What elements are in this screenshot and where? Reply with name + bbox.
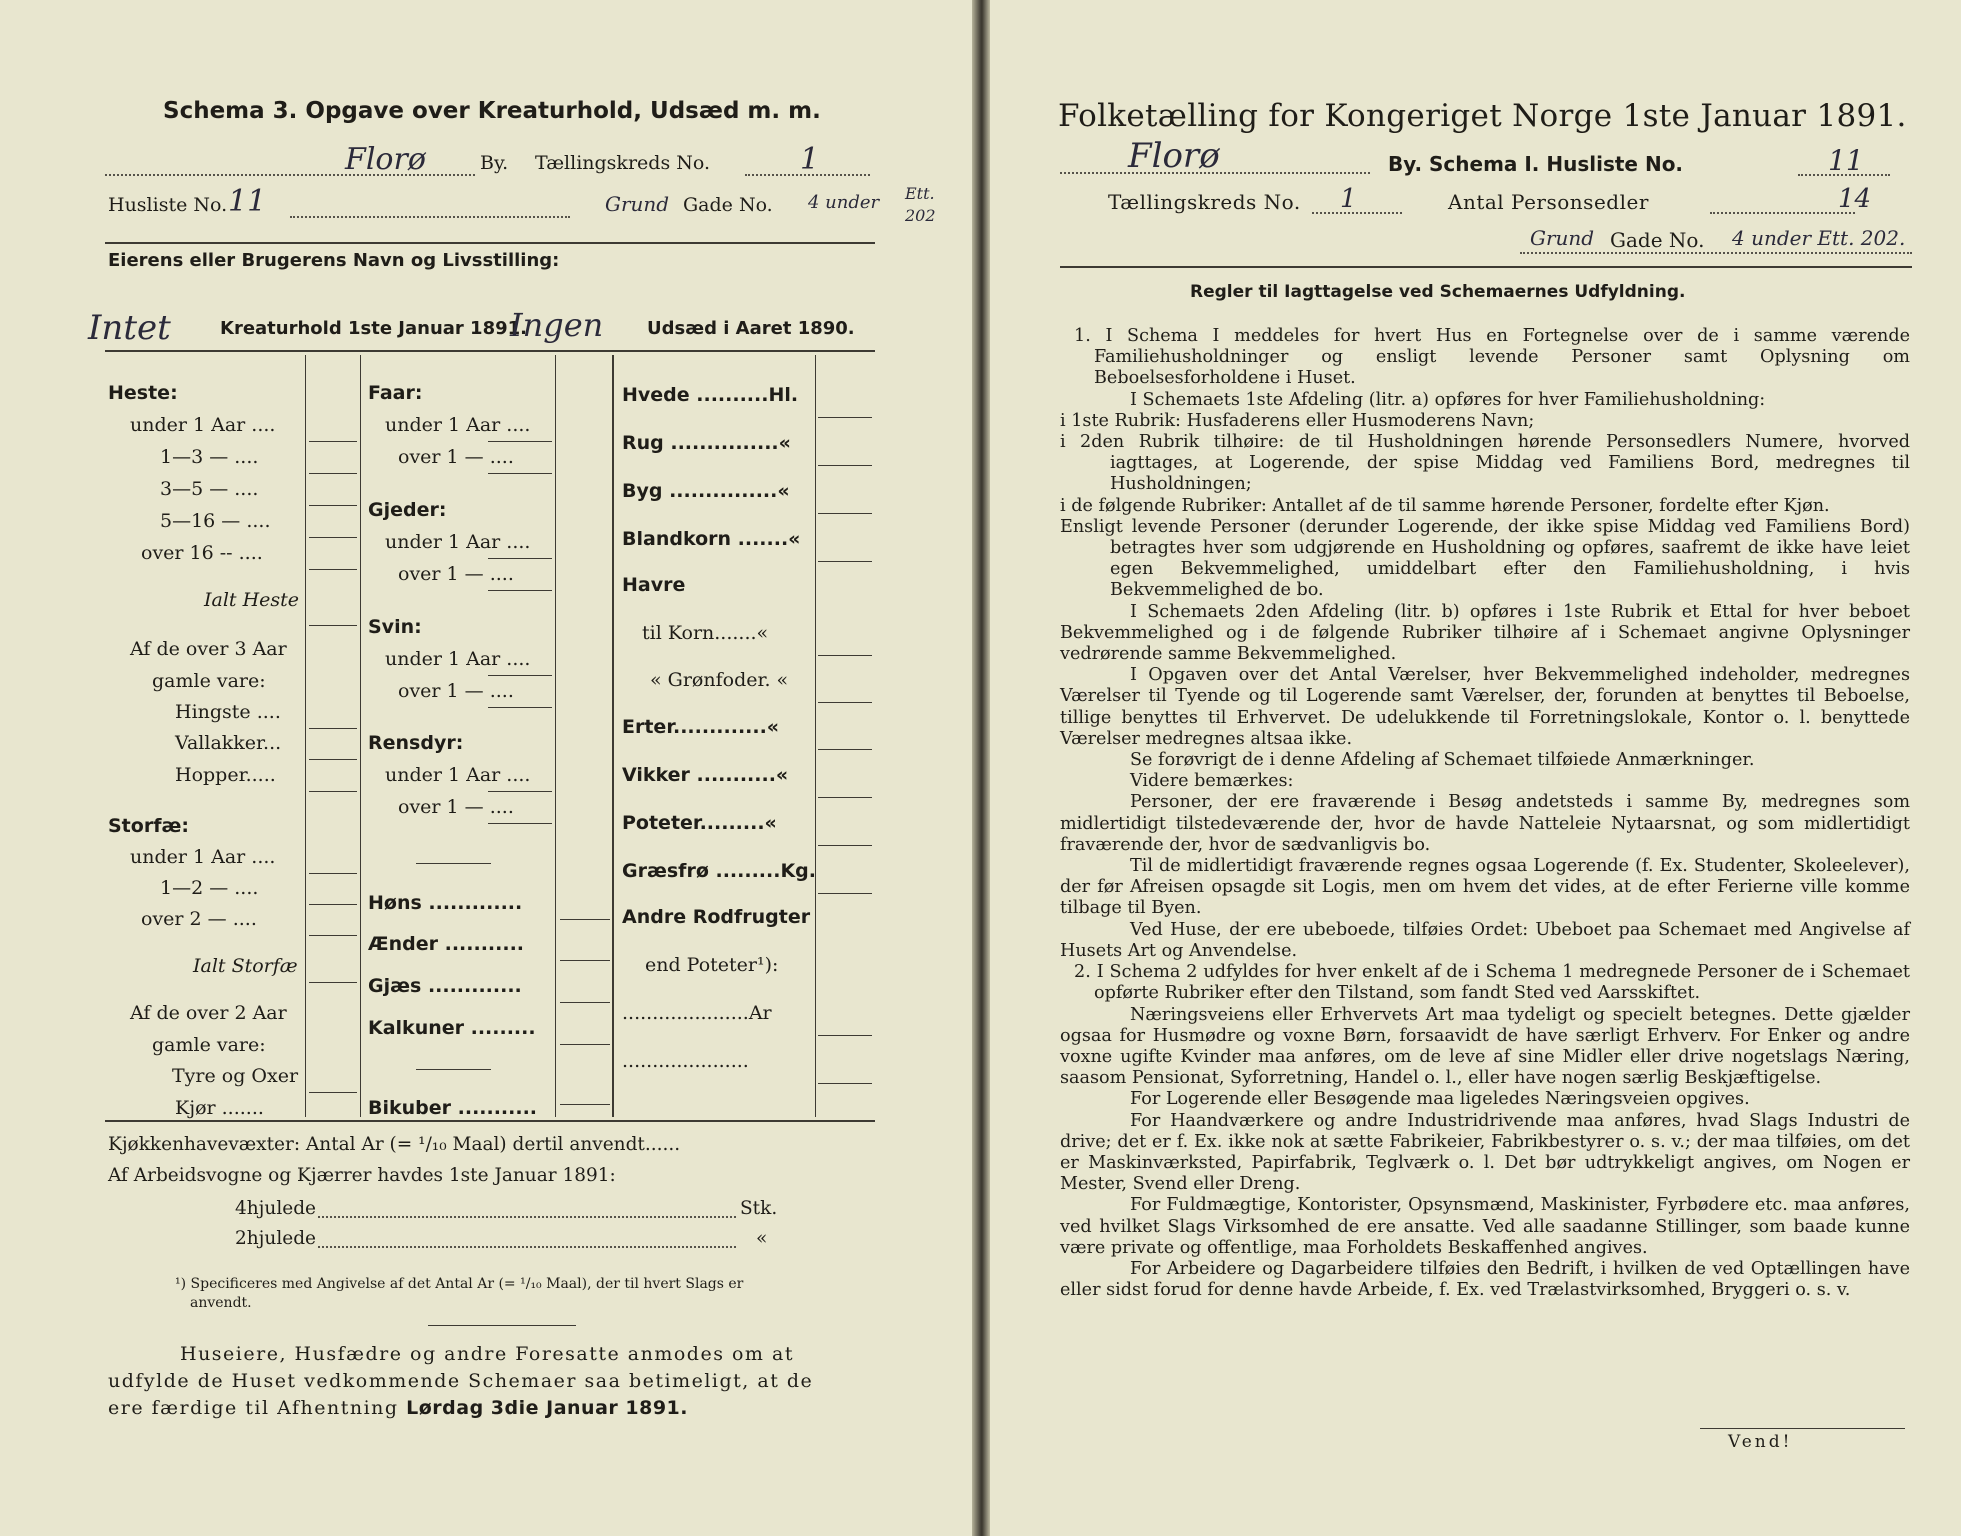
rule-p3: i 1ste Rubrik: Husfaderens eller Husmoderens Navn; bbox=[1060, 410, 1535, 431]
closing-line-1: Huseiere, Husfædre og andre Foresatte anmodes om at bbox=[180, 1343, 794, 1365]
vend-label: Vend! bbox=[1728, 1432, 1793, 1452]
col1-divider bbox=[305, 355, 306, 1117]
kjor: Kjør ....... bbox=[175, 1097, 264, 1119]
hopper: Hopper..... bbox=[175, 764, 276, 786]
hons: Høns ............. bbox=[368, 892, 523, 914]
kalkuner: Kalkuner ......... bbox=[368, 1017, 536, 1039]
owner-label: Eierens eller Brugerens Navn og Livsstilling: bbox=[108, 250, 560, 271]
gade-extra1-handwritten: Ett. bbox=[905, 184, 935, 203]
tohjulede-unit: « bbox=[756, 1228, 768, 1249]
husliste-handwritten: 11 bbox=[228, 184, 267, 219]
af-over3-a: Af de over 3 Aar bbox=[130, 638, 287, 660]
husliste-handwritten: 11 bbox=[1828, 144, 1864, 177]
ialt-storfae: Ialt Storfæ bbox=[193, 955, 298, 977]
town-handwritten: Florø bbox=[345, 142, 426, 177]
poteter: Poteter.........« bbox=[622, 812, 777, 834]
value-line bbox=[488, 823, 552, 824]
heste-row: under 1 Aar .... bbox=[130, 414, 276, 436]
af-over3-b: gamle vare: bbox=[152, 670, 266, 692]
value-line bbox=[488, 707, 552, 708]
value-line bbox=[818, 749, 872, 750]
husliste-label: Husliste No. bbox=[108, 194, 228, 216]
rule-p7: I Schemaets 2den Afdeling (litr. b) opføres i 1ste Rubrik et Ettal for hver beboet Bekvemmelighed og i de følgende Rubriker tilhøire af i Schemaet angivne Oplysninger vedrørende samme Bekvemmelighed. bbox=[1060, 601, 1910, 665]
intet-handwritten: Intet bbox=[88, 308, 171, 348]
value-line bbox=[818, 655, 872, 656]
value-line bbox=[309, 728, 357, 729]
by-label: By. bbox=[480, 152, 509, 174]
gade-street-handwritten: Grund bbox=[1530, 226, 1595, 250]
col1-col2-divider bbox=[360, 355, 361, 1117]
aender: Ænder ........... bbox=[368, 933, 525, 955]
col2-divider bbox=[555, 355, 556, 1117]
gade-label: Gade No. bbox=[683, 194, 773, 216]
rensdyr-row: over 1 — .... bbox=[398, 796, 514, 818]
value-line bbox=[560, 1104, 610, 1105]
value-line bbox=[818, 513, 872, 514]
kreaturhold-heading: Kreaturhold 1ste Januar 1891. bbox=[220, 318, 527, 339]
kreds-dotline bbox=[1312, 212, 1402, 214]
value-line bbox=[309, 441, 357, 442]
svin-row: over 1 — .... bbox=[398, 680, 514, 702]
footnote-a: ¹) Specificeres med Angivelse af det Antal Ar (= ¹/₁₀ Maal), der til hvert Slags er bbox=[175, 1276, 744, 1292]
left-page bbox=[0, 0, 972, 1536]
svin-heading: Svin: bbox=[368, 616, 422, 638]
by-schema-label: By. Schema I. Husliste No. bbox=[1388, 152, 1684, 176]
rule-p4: i 2den Rubrik tilhøire: de til Husholdningen hørende Personsedlers Numere, hvorved iagttages, at Logerende, der spise Middag ved Familiens Bord, medregnes til Husholdningen; bbox=[1060, 432, 1910, 495]
husliste-dotline bbox=[1798, 174, 1890, 176]
value-line bbox=[488, 590, 552, 591]
rule-p14: 2. I Schema 2 udfyldes for hver enkelt af de i Schema 1 medregnede Personer de i Schemaet opførte Rubriker efter den Tilstand, som fandt Sted ved Aarsskiftet. bbox=[1074, 962, 1910, 1004]
dot-row: ..................... bbox=[622, 1050, 749, 1072]
value-line bbox=[560, 919, 610, 920]
rule-p8: I Opgaven over det Antal Værelser, hver Bekvemmelighed indeholder, medregnes Værelser til Tyende og til Logerende samt Værelser, der, forunden at benyttes til Beboelse, tillige benyttes til Erhvervet. De udelukkende til Forretningslokale, Kontor o. l. benyttede Værelser medregnes altsaa ikke. bbox=[1060, 665, 1910, 749]
value-line bbox=[488, 473, 552, 474]
value-line bbox=[309, 569, 357, 570]
value-line bbox=[818, 797, 872, 798]
value-line bbox=[309, 904, 357, 905]
kreds-handwritten: 1 bbox=[1340, 184, 1357, 214]
gjeder-heading: Gjeder: bbox=[368, 499, 447, 521]
value-line bbox=[818, 893, 872, 894]
faar-heading: Faar: bbox=[368, 382, 423, 404]
andre-rodfrugter: Andre Rodfrugter bbox=[622, 906, 811, 928]
value-line bbox=[560, 1044, 610, 1045]
gronfoder: « Grønfoder. « bbox=[650, 669, 789, 691]
storfae-row: under 1 Aar .... bbox=[130, 846, 276, 868]
af-over2-a: Af de over 2 Aar bbox=[130, 1002, 287, 1024]
ar-row: .....................Ar bbox=[622, 1002, 772, 1024]
closing-line-3b: Lørdag 3die Januar 1891. bbox=[406, 1397, 688, 1419]
value-line bbox=[818, 1035, 872, 1036]
rule-p9: Se forøvrigt de i denne Afdeling af Schemaet tilføiede Anmærkninger. bbox=[1130, 750, 1755, 771]
antal-label: Antal Personsedler bbox=[1448, 190, 1649, 214]
rule-p18: For Fuldmægtige, Kontorister, Opsynsmænd, Maskinister, Fyrbødere etc. maa anføres, ved hvilket Slags Virksomhed de ere ansatte. Ved alle saadanne Stillinger, som baade kunne være private og offentlige, maa Forholdets Beskaffenhed angives. bbox=[1060, 1195, 1910, 1258]
value-line bbox=[309, 505, 357, 506]
heste-row: 1—3 — .... bbox=[160, 446, 259, 468]
end-poteter: end Poteter¹): bbox=[645, 954, 779, 976]
tyre-oxer: Tyre og Oxer bbox=[172, 1065, 299, 1087]
value-line bbox=[818, 561, 872, 562]
udsaed-heading: Udsæd i Aaret 1890. bbox=[647, 318, 855, 339]
gjeder-row: under 1 Aar .... bbox=[385, 531, 531, 553]
value-line bbox=[818, 845, 872, 846]
gade-label: Gade No. bbox=[1610, 228, 1705, 252]
col2-col3-divider bbox=[612, 355, 614, 1117]
closing-line-3 bbox=[108, 1397, 688, 1419]
firhjulede-dotline bbox=[318, 1216, 736, 1218]
kreds-handwritten: 1 bbox=[800, 142, 820, 177]
heste-row: 5—16 — .... bbox=[160, 510, 271, 532]
header-rule bbox=[105, 242, 875, 244]
value-line bbox=[488, 791, 552, 792]
rule-p11: Personer, der ere fraværende i Besøg andetsteds i samme By, medregnes som midlertidigt tilstedeværende der, hvor de havde Natteleie Nytaarsnat, og som midlertidigt fraværende der, hvor de sædvanligvis bo. bbox=[1060, 792, 1910, 855]
rensdyr-heading: Rensdyr: bbox=[368, 732, 464, 754]
antal-handwritten: 14 bbox=[1838, 184, 1872, 214]
town-handwritten: Florø bbox=[1128, 136, 1220, 176]
firhjulede-unit: Stk. bbox=[740, 1198, 778, 1219]
heste-row: 3—5 — .... bbox=[160, 478, 259, 500]
value-line bbox=[309, 1092, 357, 1093]
value-line bbox=[309, 935, 357, 936]
storfae-row: 1—2 — .... bbox=[160, 877, 259, 899]
value-line bbox=[309, 982, 357, 983]
ialt-heste: Ialt Heste bbox=[204, 589, 300, 611]
gade-no-handwritten: 4 under bbox=[808, 192, 880, 213]
erter: Erter.............« bbox=[622, 716, 780, 738]
value-line bbox=[560, 960, 610, 961]
rule-p1: 1. I Schema I meddeles for hvert Hus en Fortegnelse over de i samme værende Familiehusholdninger og ensligt levende Personer samt Oplysning om Beboelsesforholdene i Huset. bbox=[1074, 326, 1910, 389]
bikuber: Bikuber ........... bbox=[368, 1097, 538, 1119]
value-line bbox=[309, 625, 357, 626]
byg: Byg ...............« bbox=[622, 480, 790, 502]
rule-p12: Til de midlertidigt fraværende regnes ogsaa Logerende (f. Ex. Studenter, Skoleelever), der før Afreisen opsagde sit Logis, men om hvem det vides, at de efter Ferierne ville komme tilbage til Byen. bbox=[1060, 856, 1910, 919]
rensdyr-row: under 1 Aar .... bbox=[385, 764, 531, 786]
rule-p10: Videre bemærkes: bbox=[1130, 771, 1294, 792]
antal-dotline bbox=[1710, 212, 1855, 214]
gade-no-handwritten: 4 under Ett. 202. bbox=[1732, 226, 1906, 250]
value-line bbox=[818, 417, 872, 418]
rule-p19: For Arbeidere og Dagarbeidere tilføies den Bedrift, i hvilken de ved Optællingen have eller sidst forud for denne havde Arbeide, f. Ex. ved Trælastvirksomhed, Bryggeri o. s. v. bbox=[1060, 1258, 1910, 1301]
hvede: Hvede ..........Hl. bbox=[622, 384, 799, 406]
value-line bbox=[818, 1083, 872, 1084]
value-line bbox=[488, 441, 552, 442]
vallakker: Vallakker... bbox=[175, 732, 282, 754]
rule-p6: Ensligt levende Personer (derunder Logerende, der ikke spise Middag ved Familiens Bord) betragtes hver som udgjørende en Husholdning og opføres, saafremt de ikke have leiet egen Bekvemmelighed, umiddelbart efter den Familiehusholdning, i hvis Bekvemmelighed de bo. bbox=[1060, 516, 1910, 601]
hingste: Hingste .... bbox=[175, 701, 281, 723]
value-line bbox=[488, 675, 552, 676]
table-top-rule bbox=[105, 350, 875, 352]
gjaes: Gjæs ............. bbox=[368, 975, 522, 997]
storfae-heading: Storfæ: bbox=[108, 815, 189, 837]
value-line bbox=[560, 1002, 610, 1003]
rug: Rug ...............« bbox=[622, 432, 791, 454]
firhjulede-label: 4hjulede bbox=[235, 1198, 316, 1219]
schema3-title: Schema 3. Opgave over Kreaturhold, Udsæd m. m. bbox=[163, 98, 821, 124]
closing-line-2: udfylde de Huset vedkommende Schemaer saa betimeligt, at de bbox=[108, 1370, 814, 1392]
value-line bbox=[309, 537, 357, 538]
rule-p17: For Haandværkere og andre Industridrivende maa anføres, hvad Slags Industri de drive; det er f. Ex. ikke nok at sætte Fabrikeier, Fabrikbestyrer o. s. v.; der maa tilføies, om det er Maskinværksted, Papirfabrik, Teglværk o. l. Det bør udtrykkeligt angives, om Nogen er Mester, Svend eller Dreng. bbox=[1060, 1110, 1910, 1195]
value-line bbox=[309, 791, 357, 792]
rule-p15: Næringsveiens eller Erhvervets Art maa tydeligt og specielt betegnes. Dette gjælder ogsaa for Husmødre og voxne Børn, forsaavidt de have særligt Erhverv. For Enker og andre voxne ugifte Kvinder maa anføres, om de leve af sine Midler eller drive nogetslags Næring, saasom Pensionat, Syforretning, Handel o. l., eller have nogen særlig Beskjæftigelse. bbox=[1060, 1004, 1910, 1089]
gade-dotline bbox=[1520, 252, 1912, 254]
footnote-b: anvendt. bbox=[190, 1295, 252, 1311]
rule-p16: For Logerende eller Besøgende maa ligeledes Næringsveien opgives. bbox=[1130, 1089, 1750, 1110]
separator-line bbox=[416, 1069, 491, 1070]
right-page bbox=[990, 0, 1961, 1536]
husliste-dotline bbox=[290, 216, 570, 218]
census-title: Folketælling for Kongeriget Norge 1ste Januar 1891. bbox=[1058, 98, 1907, 134]
gade-extra2-handwritten: 202 bbox=[905, 206, 936, 225]
vikker: Vikker ...........« bbox=[622, 764, 789, 786]
value-line bbox=[818, 702, 872, 703]
storfae-row: over 2 — .... bbox=[141, 908, 257, 930]
blandkorn: Blandkorn .......« bbox=[622, 528, 801, 550]
heste-row: over 16 -- .... bbox=[141, 542, 263, 564]
rules-body bbox=[1060, 326, 1910, 1301]
footnote-rule bbox=[428, 1325, 576, 1326]
vend-rule bbox=[1700, 1428, 1905, 1429]
gjeder-row: over 1 — .... bbox=[398, 563, 514, 585]
rule-p2: I Schemaets 1ste Afdeling (litr. a) opføres for hver Familiehusholdning: bbox=[1130, 389, 1766, 410]
heste-heading: Heste: bbox=[108, 382, 178, 404]
value-line bbox=[818, 465, 872, 466]
rule-p13: Ved Huse, der ere ubeboede, tilføies Ordet: Ubeboet paa Schemaet med Angivelse af Husets Art og Anvendelse. bbox=[1060, 919, 1910, 961]
faar-row: under 1 Aar .... bbox=[385, 414, 531, 436]
faar-row: over 1 — .... bbox=[398, 446, 514, 468]
value-line bbox=[309, 873, 357, 874]
book-gutter bbox=[972, 0, 990, 1536]
closing-line-3a: ere færdige til Afhentning bbox=[108, 1397, 407, 1419]
tohjulede-label: 2hjulede bbox=[235, 1228, 316, 1249]
af-over2-b: gamle vare: bbox=[152, 1034, 266, 1056]
kreds-label: Tællingskreds No. bbox=[535, 152, 710, 174]
header-rule bbox=[1060, 266, 1912, 268]
graesfro: Græsfrø .........Kg. bbox=[622, 860, 816, 882]
havre: Havre bbox=[622, 574, 686, 596]
svin-row: under 1 Aar .... bbox=[385, 648, 531, 670]
rule-p5: i de følgende Rubriker: Antallet af de til samme hørende Personer, fordelte efter Kjøn. bbox=[1060, 495, 1830, 516]
table-bottom-rule bbox=[105, 1120, 875, 1122]
ingen-handwritten: Ingen bbox=[510, 306, 604, 344]
separator-line bbox=[416, 863, 491, 864]
tohjulede-dotline bbox=[318, 1246, 736, 1248]
value-line bbox=[309, 473, 357, 474]
til-korn: til Korn.......« bbox=[642, 622, 769, 644]
gade-street-handwritten: Grund bbox=[605, 192, 670, 216]
value-line bbox=[309, 759, 357, 760]
kreds-label: Tællingskreds No. bbox=[1108, 190, 1301, 214]
rules-heading: Regler til Iagttagelse ved Schemaernes Udfyldning. bbox=[1190, 282, 1686, 302]
value-line bbox=[488, 558, 552, 559]
kjokkenhave: Kjøkkenhavevæxter: Antal Ar (= ¹/₁₀ Maal) dertil anvendt...... bbox=[108, 1134, 681, 1155]
col3-divider bbox=[815, 355, 816, 1117]
arbeidsvogne: Af Arbeidsvogne og Kjærrer havdes 1ste Januar 1891: bbox=[108, 1165, 616, 1186]
